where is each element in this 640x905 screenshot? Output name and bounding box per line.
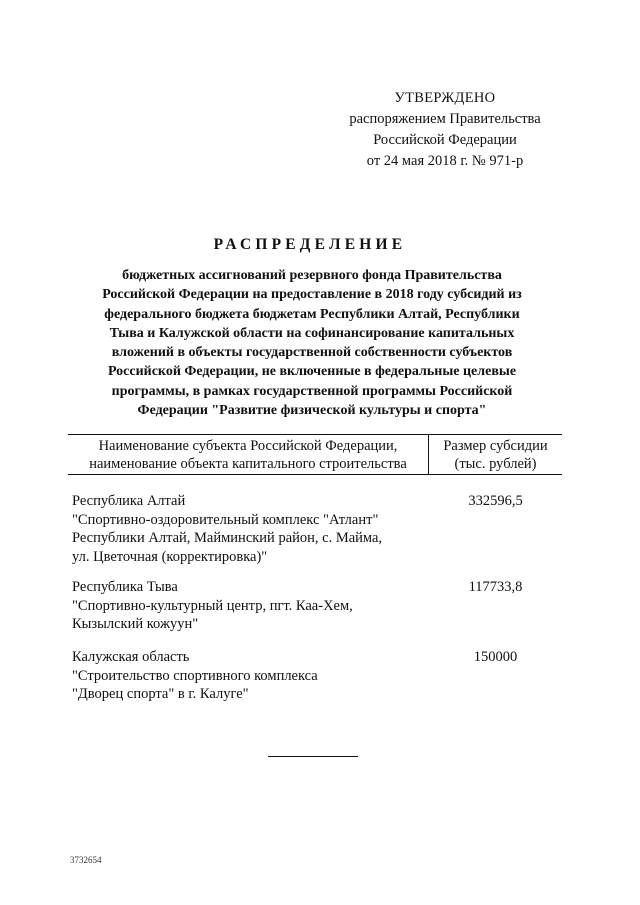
row-name-line: "Дворец спорта" в г. Калуге" [72, 686, 249, 702]
row-name-line: Республика Алтай [72, 493, 186, 509]
document-title: РАСПРЕДЕЛЕНИЕ [213, 236, 407, 253]
row-name-line: "Спортивно-культурный центр, пгт. Каа-Хем, [72, 597, 353, 614]
row-name-line: Калужская область [72, 649, 190, 665]
approval-line-2: Российской Федерации [373, 132, 517, 148]
approval-heading: УТВЕРЖДЕНО [394, 90, 496, 106]
table-top-rule [68, 434, 562, 435]
table-header-size [429, 437, 562, 473]
subtitle-line: программы, в рамках государственной программы Российской [111, 383, 513, 399]
row-name-line: ул. Цветочная (корректировка)" [72, 548, 268, 565]
document-subtitle [72, 266, 552, 420]
row-name-line: Республики Алтай, Майминский район, с. Майма, [72, 530, 383, 546]
approval-line-3: от 24 мая 2018 г. № 971-р [366, 153, 524, 169]
row-amount: 332596,5 [468, 493, 523, 509]
table-header-size-line: (тыс. рублей) [454, 456, 537, 472]
subtitle-line: федерального бюджета бюджетам Республики Алтай, Республики [104, 306, 520, 322]
row-name [72, 648, 422, 704]
table-header-rule [68, 474, 562, 475]
subtitle-line: Российской Федерации на предоставление в 2018 году субсидий из [102, 287, 522, 303]
row-amount: 150000 [473, 649, 518, 665]
table-header-name [68, 437, 428, 473]
subtitle-line: Федерации "Развитие физической культуры и спорта" [137, 403, 487, 419]
row-name-line: Республика Тыва [72, 579, 178, 595]
row-amount: 117733,8 [468, 579, 523, 595]
table-header-name-line: наименование объекта капитального строительства [89, 456, 407, 472]
table-header-name-line: Наименование субъекта Российской Федерации, [98, 438, 398, 454]
subtitle-line: вложений в объекты государственной собственности субъектов [111, 345, 513, 361]
subtitle-line: Тыва и Калужской области на софинансирование капитальных [109, 325, 515, 341]
subtitle-line: Российской Федерации, не включенные в федеральные целевые [107, 364, 517, 380]
row-name-line: Кызылский кожуун" [72, 616, 199, 632]
table-header-size-line: Размер субсидии [443, 438, 548, 454]
end-of-document-rule [268, 756, 358, 757]
document-number: 3732654 [70, 855, 102, 865]
approval-block [330, 88, 560, 172]
approval-line-1: распоряжением Правительства [349, 111, 541, 127]
row-name [72, 492, 422, 566]
subtitle-line: бюджетных ассигнований резервного фонда Правительства [122, 268, 502, 283]
row-name-line: "Спортивно-оздоровительный комплекс "Атлант" [72, 511, 379, 528]
row-name-line: "Строительство спортивного комплекса [72, 667, 318, 684]
row-name [72, 578, 422, 634]
